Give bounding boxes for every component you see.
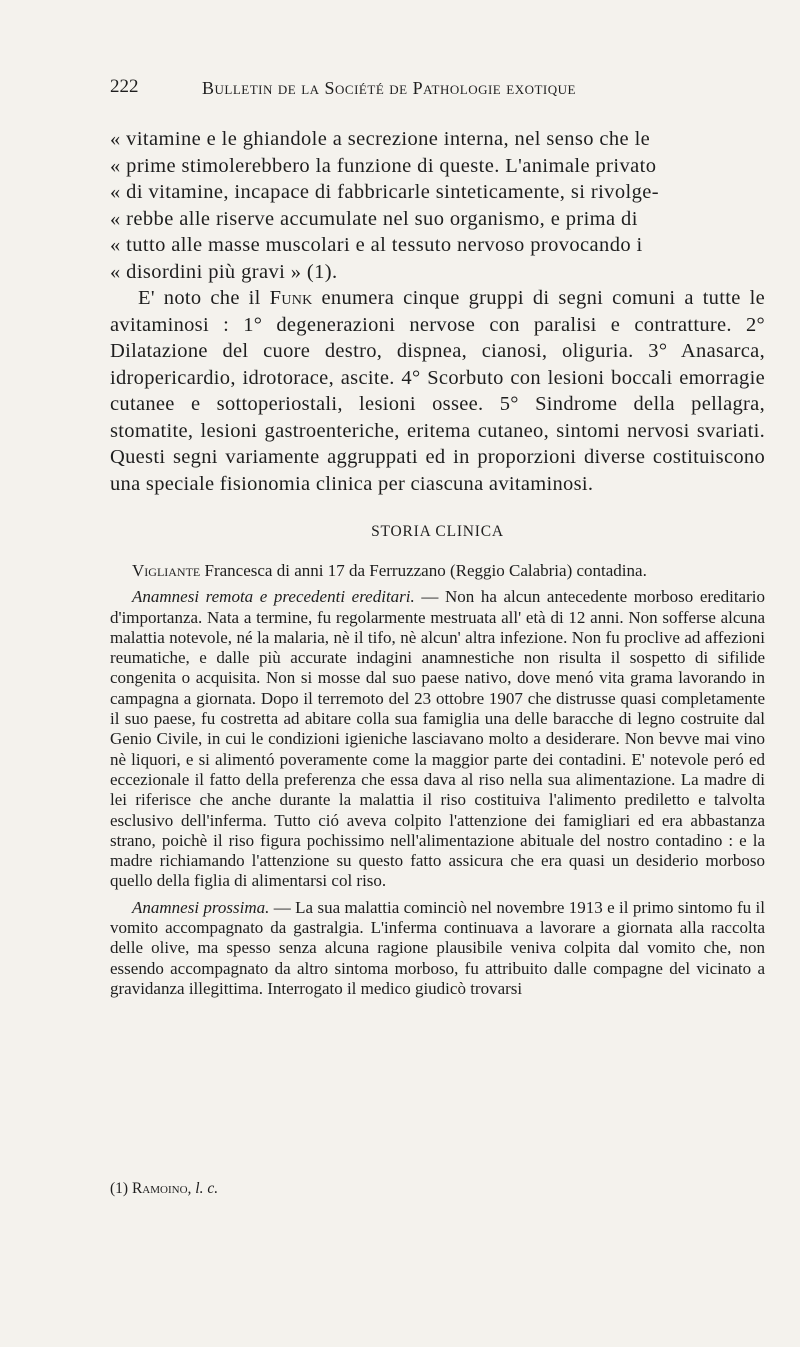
- quote-line: « disordini più gravi » (1).: [110, 260, 338, 283]
- remote-history-paragraph: [110, 587, 765, 891]
- section-title: STORIA CLINICA: [371, 523, 504, 540]
- page-header: [110, 76, 750, 106]
- funk-paragraph: [110, 285, 765, 497]
- remote-history-text: — Non ha alcun antecedente morboso ereditario d'importanza. Nata a termine, fu regolarmente mestruata all' età di 12 anni. Non sofferse alcuna malattia notevole, né la malaria, nè il tifo, nè alcun' altra infezione. Non fu proclive ad affezioni reumatiche, e dalle più accurate indagini anamnestiche non risulta il sospetto di sifilide congenita o acquisita. Non si mosse dal suo paese nativo, dove menó vita grama lavorando in campagna a giornata. Dopo il terremoto del 23 ottobre 1907 che distrusse quasi completamente il suo paese, fu costretta ad abitare colla sua famiglia una delle baracche di legno costruite dal Genio Civile, in cui le condizioni igieniche lasciavano molto a desiderare. Non bevve mai vino nè liquori, e si alimentó poveramente come la maggior parte dei contadini. E' notevole peró ed eccezionale il fatto della preferenza che essa dava al riso nella sua alimentazione. La madre di lei riferisce che anche durante la malattia il riso costituiva l'alimento prediletto e talvolta esclusivo dell'inferma. Tutto ció aveva colpito l'attenzione dei famigliari ed era abbastanza strano, poichè il riso figura pochissimo nell'alimentazione abituale del nostro contadino : e la madre richiamando l'attenzione su questo fatto assicura che era quasi un desiderio morboso quello della figlia di alimentarsi col riso.: [110, 587, 765, 891]
- near-history-text: — La sua malattia cominciò nel novembre 1913 e il primo sintomo fu il vomito accompagnato da gastralgia. L'inferma continuava a lavorare a giornata alla raccolta delle olive, ma spesso senza alcuna ragione plausibile veniva colpita dal vomito che, non essendo accompagnato da altro sintoma morboso, fu attribuito dalle compagne del vicinato a gravidanza illegittima. Interrogato il medico giudicò trovarsi: [110, 897, 765, 998]
- running-title: Bulletin de la Société de Pathologie exotique: [202, 78, 576, 98]
- quote-line: « di vitamine, incapace di fabbricarle sinteticamente, si rivolge-: [110, 181, 659, 203]
- near-history-label: Anamnesi prossima.: [132, 897, 270, 917]
- main-text: [110, 126, 765, 1005]
- patient-paragraph: [110, 561, 765, 581]
- quote-line: « prime stimolerebbero la funzione di queste. L'animale privato: [110, 154, 657, 177]
- near-history-paragraph: [110, 898, 765, 999]
- remote-history-label: Anamnesi remota e precedenti ereditari.: [132, 587, 415, 607]
- page-number: 222: [110, 76, 139, 97]
- quotation-block: [110, 126, 765, 285]
- funk-prefix: E' noto che il: [138, 287, 270, 309]
- patient-text: Francesca di anni 17 da Ferruzzano (Reggio Calabria) contadina.: [200, 561, 647, 580]
- author-name-funk: Funk: [269, 287, 313, 309]
- funk-text: enumera cinque gruppi di segni comuni a tutte le avitaminosi : 1° degenerazioni nervose con paralisi e contratture. 2° Dilatazione del cuore destro, dispnea, cianosi, oliguria. 3° Anasarca, idropericardio, idrotorace, ascite. 4° Scorbuto con lesioni boccali emorragie cutanee e sottoperiostali, lesioni ossee. 5° Sindrome della pellagra, stomatite, lesioni gastroenteriche, eritema cutaneo, sintomi nervosi svariati. Questi segni variamente aggruppati ed in proporzioni diverse costituiscono una speciale fisionomia clinica per ciascuna avitaminosi.: [110, 287, 765, 495]
- footnote-ref: , l. c.: [187, 1180, 219, 1197]
- footnote: [110, 1180, 218, 1198]
- quote-line: « rebbe alle riserve accumulate nel suo organismo, e prima di: [110, 207, 638, 230]
- footnote-marker: (1): [110, 1180, 132, 1197]
- patient-name: Vigliante: [132, 561, 201, 580]
- footnote-author: Ramoino: [131, 1180, 188, 1197]
- quote-line: « vitamine e le ghiandole a secrezione interna, nel senso che le: [110, 128, 651, 150]
- quote-line: « tutto alle masse muscolari e al tessuto nervoso provocando i: [110, 234, 643, 256]
